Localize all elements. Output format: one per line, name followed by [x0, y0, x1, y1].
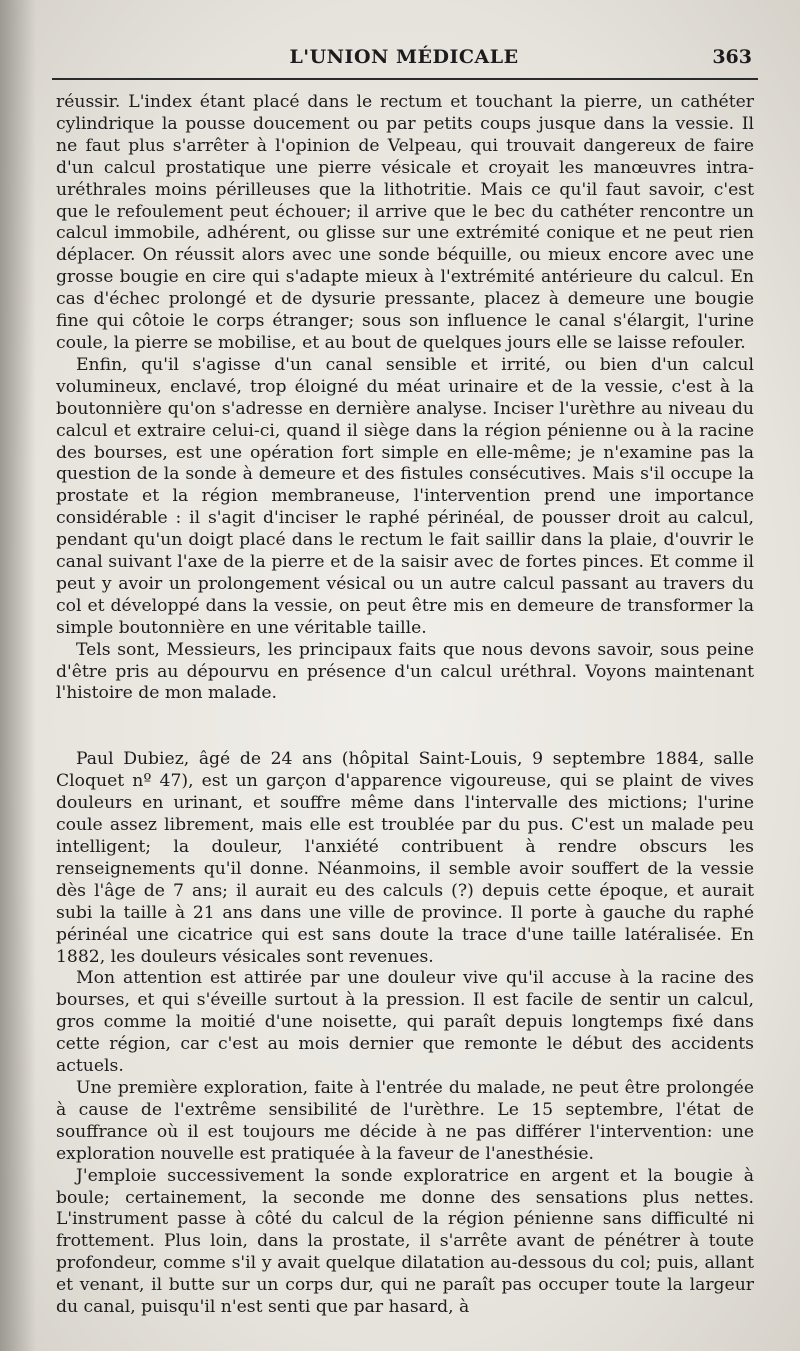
paragraph-6: Une première exploration, faite à l'entrée du malade, ne peut être prolongée à cause de l'extrême sensibilité de l'urèthre. Le 15 septembre, l'état de souffrance où il est toujours me décide à ne pas différer l'intervention: une exploration nouvelle est pratiquée à la faveur de l'anesthésie. [56, 1077, 754, 1164]
paragraph-1: réussir. L'index étant placé dans le rectum et touchant la pierre, un cathéter cylindrique la pousse doucement ou par petits coups jusque dans la vessie. Il ne faut plus s'arrêter à l'opinion de Velpeau, qui trouvait dangereux de faire d'un calcul prostatique une pierre vésicale et croyait les manœuvres intra-uréthrales moins périlleuses que la lithotritie. Mais ce qu'il faut savoir, c'est que le refoulement peut échouer; il arrive que le bec du cathéter rencontre un calcul immobile, adhérent, ou glisse sur une extrémité conique et ne peut rien déplacer. On réussit alors avec une sonde béquille, ou mieux encore avec une grosse bougie en cire qui s'adapte mieux à l'extrémité antérieure du calcul. En cas d'échec prolongé et de dysurie pressante, placez à demeure une bougie fine qui côtoie le corps étranger; sous son influence le canal s'élargit, l'urine coule, la pierre se mobilise, et au bout de quelques jours elle se laisse refouler. [56, 92, 754, 353]
header-rule [52, 78, 758, 80]
body-text [56, 92, 754, 1319]
binding-shadow [0, 0, 36, 1351]
paragraph-4: Paul Dubiez, âgé de 24 ans (hôpital Saint-Louis, 9 septembre 1884, salle Cloquet nº 47), est un garçon d'apparence vigoureuse, qui se plaint de vives douleurs en urinant, et souffre même dans l'intervalle des mictions; l'urine coule assez librement, mais elle est troublée par du pus. C'est un malade peu intelligent; la douleur, l'anxiété contribuent à rendre obscurs les renseignements qu'il donne. Néanmoins, il semble avoir souffert de la vessie dès l'âge de 7 ans; il aurait eu des calculs (?) depuis cette époque, et aurait subi la taille à 21 ans dans une ville de province. Il porte à gauche du raphé périnéal une cicatrice qui est sans doute la trace d'une taille latéralisée. En 1882, les douleurs vésicales sont revenues. [56, 749, 754, 967]
paragraph-3: Tels sont, Messieurs, les principaux faits que nous devons savoir, sous peine d'être pris au dépourvu en présence d'un calcul uréthral. Voyons maintenant l'histoire de mon malade. [56, 639, 754, 704]
page-header [54, 42, 754, 78]
running-title: L'UNION MÉDICALE [289, 46, 519, 68]
page-number: 363 [712, 46, 752, 68]
section-gap [56, 705, 754, 749]
paragraph-2: Enfin, qu'il s'agisse d'un canal sensible et irrité, ou bien d'un calcul volumineux, enclavé, trop éloigné du méat urinaire et de la vessie, c'est à la boutonnière qu'on s'adresse en dernière analyse. Inciser l'urèthre au niveau du calcul et extraire celui-ci, quand il siège dans la région pénienne ou à la racine des bourses, est une opération fort simple en elle-même; je n'examine pas la question de la sonde à demeure et des fistules consécutives. Mais s'il occupe la prostate et la région membraneuse, l'intervention prend une importance considérable : il s'agit d'inciser le raphé périnéal, de pousser droit au calcul, pendant qu'un doigt placé dans le rectum le fait saillir dans la plaie, d'ouvrir le canal suivant l'axe de la pierre et de la saisir avec de fortes pinces. Et comme il peut y avoir un prolongement vésical ou un autre calcul passant au travers du col et développé dans la vessie, on peut être mis en demeure de transformer la simple boutonnière en une véritable taille. [56, 354, 754, 638]
paragraph-7: J'emploie successivement la sonde exploratrice en argent et la bougie à boule; certainement, la seconde me donne des sensations plus nettes. L'instrument passe à côté du calcul de la région pénienne sans difficulté ni frottement. Plus loin, dans la prostate, il s'arrête avant de pénétrer à toute profondeur, comme s'il y avait quelque dilatation au-dessous du col; puis, allant et venant, il butte sur un corps dur, qui ne paraît pas occuper toute la largeur du canal, puisqu'il n'est senti que par hasard, à [56, 1165, 754, 1318]
paragraph-5: Mon attention est attirée par une douleur vive qu'il accuse à la racine des bourses, et qui s'éveille surtout à la pression. Il est facile de sentir un calcul, gros comme la moitié d'une noisette, qui paraît depuis longtemps fixé dans cette région, car c'est au mois dernier que remonte le début des accidents actuels. [56, 968, 754, 1077]
